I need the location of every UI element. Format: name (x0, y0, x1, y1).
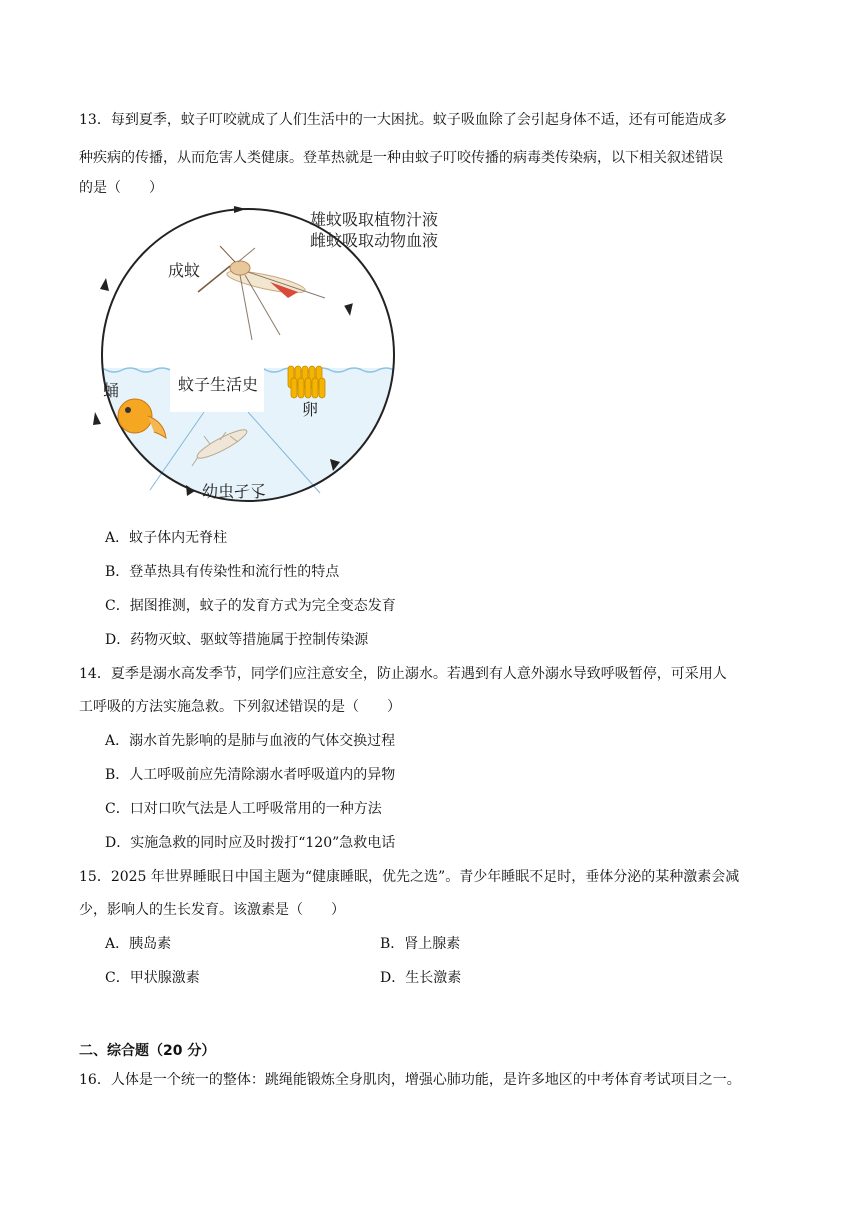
q14-option-a: A．溺水首先影响的是肺与血液的气体交换过程 (105, 733, 396, 749)
q13-stem-line-1: 13．每到夏季，蚊子叮咬就成了人们生活中的一大困扰。蚊子吸血除了会引起身体不适，还有可能造成多 (79, 112, 727, 128)
q16-stem-line-1: 16．人体是一个统一的整体：跳绳能锻炼全身肌肉，增强心肺功能，是许多地区的中考体育考试项目之一。 (79, 1072, 741, 1088)
q15-option-d: D．生长激素 (380, 970, 462, 986)
q14-stem-line-2: 工呼吸的方法实施急救。下列叙述错误的是（ ） (79, 699, 401, 715)
section-title: 二、综合题（20 分） (79, 1043, 216, 1059)
q14-option-c: C．口对口吹气法是人工呼吸常用的一种方法 (105, 801, 382, 817)
arrow-top (234, 206, 246, 213)
q14-option-d: D．实施急救的同时应及时拨打“120”急救电话 (105, 835, 396, 851)
larva-label: 幼虫孑孓 (202, 482, 267, 501)
q15-stem-line-2: 少，影响人的生长发育。该激素是（ ） (79, 902, 345, 918)
center-label: 蚊子生活史 (178, 375, 259, 394)
q15-option-c: C．甲状腺激素 (105, 970, 200, 986)
arrow-upper-left (100, 278, 109, 291)
q13-stem-line-3: 的是（ ） (79, 180, 163, 196)
q13-option-c: C．据图推测，蚊子的发育方式为完全变态发育 (105, 598, 396, 614)
egg-raft-icon (288, 366, 325, 398)
egg-label: 卵 (302, 400, 319, 419)
q14-stem-line-1: 14．夏季是溺水高发季节，同学们应注意安全，防止溺水。若遇到有人意外溺水导致呼吸暂停，可采用人 (79, 666, 727, 682)
arrow-right (344, 303, 355, 316)
feeding-label-male: 雄蚊吸取植物汁液 (310, 210, 439, 229)
q13-option-a: A．蚊子体内无脊柱 (105, 530, 228, 546)
q15-option-b: B．肾上腺素 (380, 936, 461, 952)
adult-label: 成蚊 (168, 261, 201, 280)
q13-option-d: D．药物灭蚊、驱蚊等措施属于控制传染源 (105, 632, 369, 648)
mosquito-life-cycle-diagram (70, 200, 450, 520)
life-cycle-svg (70, 200, 450, 520)
q13-stem-line-2: 种疾病的传播，从而危害人类健康。登革热就是一种由蚊子叮咬传播的病毒类传染病，以下相关叙述错误 (79, 150, 723, 166)
adult-mosquito-icon (198, 246, 325, 340)
feeding-label-female: 雌蚊吸取动物血液 (310, 231, 439, 250)
arrow-left (93, 412, 101, 425)
q15-option-a: A．胰岛素 (105, 936, 172, 952)
pupa-label: 蛹 (103, 381, 120, 400)
q13-option-b: B．登革热具有传染性和流行性的特点 (105, 564, 340, 580)
q14-option-b: B．人工呼吸前应先清除溺水者呼吸道内的异物 (105, 767, 396, 783)
q15-stem-line-1: 15．2025 年世界睡眠日中国主题为“健康睡眠，优先之选”。青少年睡眠不足时，垂体分泌的某种激素会减 (79, 869, 740, 885)
